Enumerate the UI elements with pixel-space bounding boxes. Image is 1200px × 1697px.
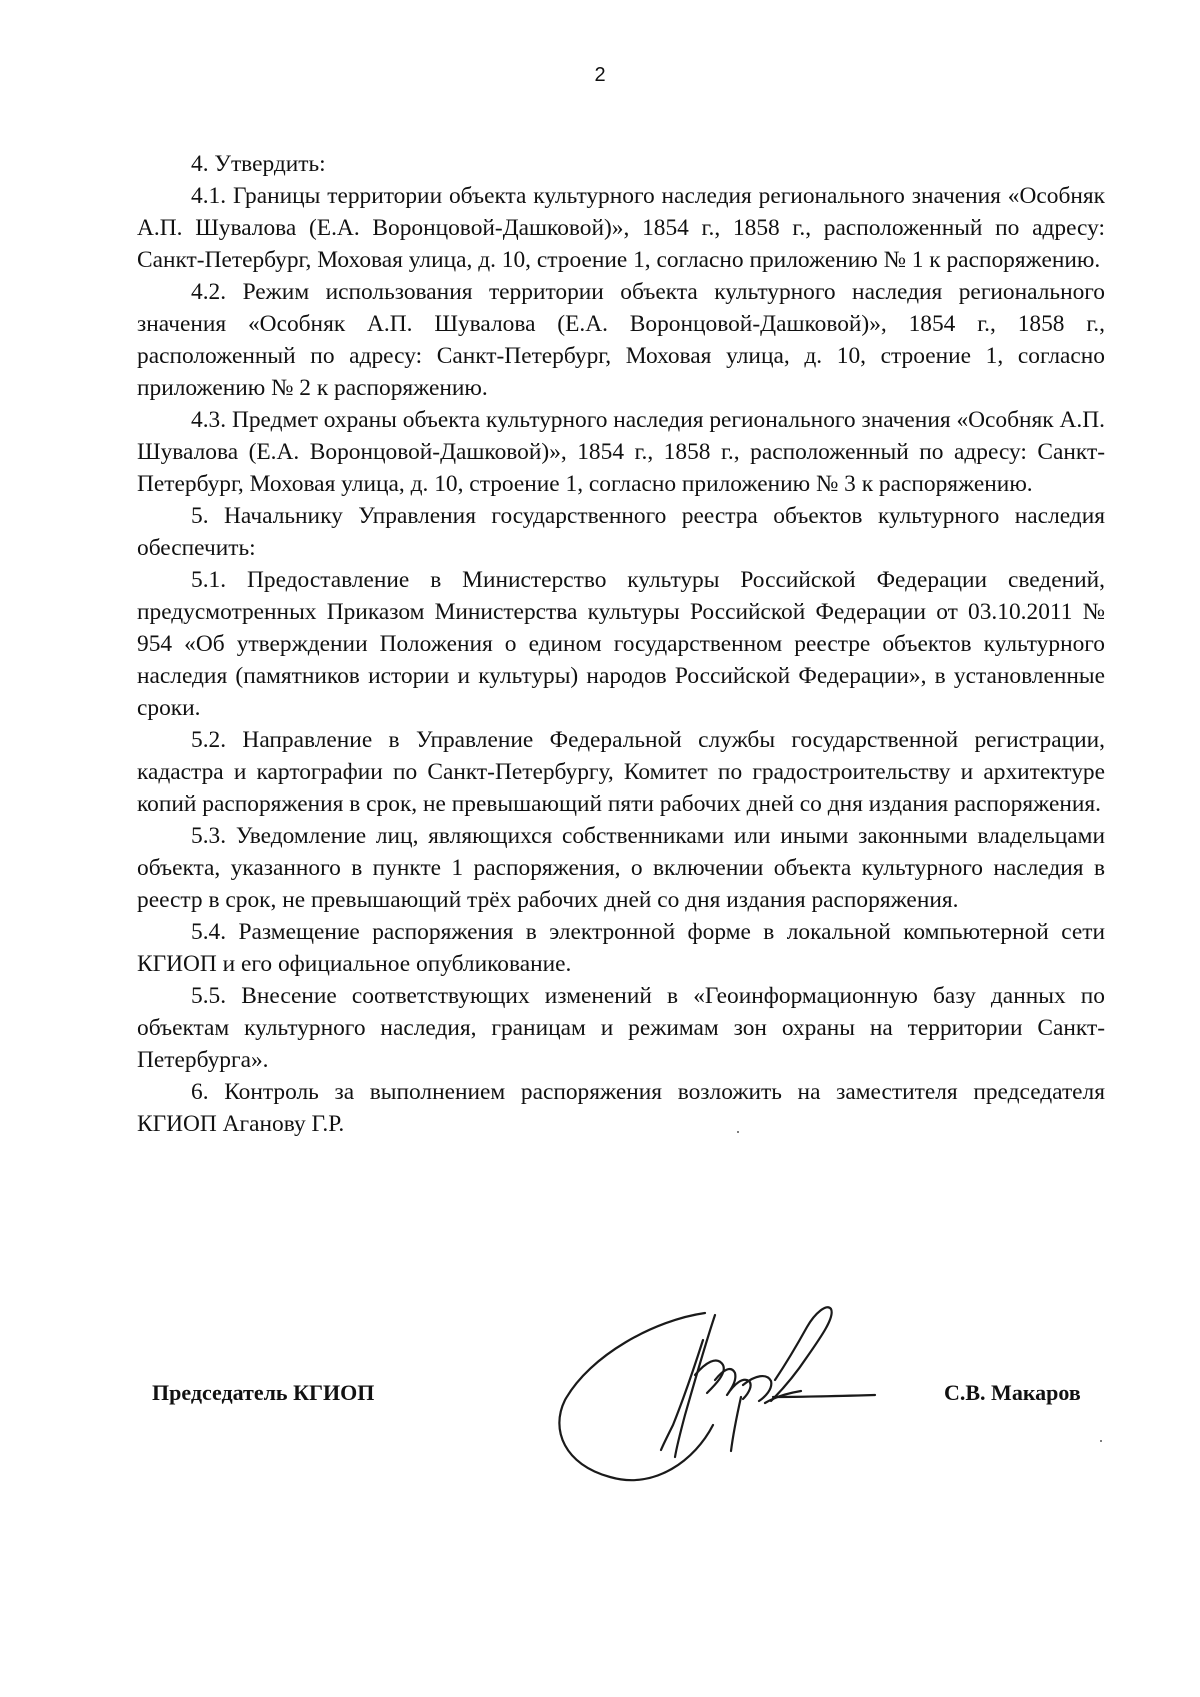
paragraph-4-2: 4.2. Режим использования территории объекта культурного наследия регионального значения «Особняк А.П. Шувалова (Е.А. Воронцовой-Дашковой)», 1854 г., 1858 г., расположенный по адресу: Санкт-Петербург, Моховая улица, д. 10, строение 1, согласно приложению № 2 к распоряжению. — [137, 279, 1105, 401]
paragraph-6: 6. Контроль за выполнением распоряжения возложить на заместителя председателя КГИОП Аганову Г.Р. — [137, 1079, 1105, 1137]
paragraph-4-3: 4.3. Предмет охраны объекта культурного наследия регионального значения «Особняк А.П. Шувалова (Е.А. Воронцовой-Дашковой)», 1854 г., 1858 г., расположенный по адресу: Санкт-Петербург, Моховая улица, д. 10, строение 1, согласно приложению № 3 к распоряжению. — [137, 407, 1105, 497]
paragraph-5-5: 5.5. Внесение соответствующих изменений в «Геоинформационную базу данных по объектам культурного наследия, границам и режимам зон охраны на территории Санкт-Петербурга». — [137, 983, 1105, 1073]
paragraph-5-1: 5.1. Предоставление в Министерство культуры Российской Федерации сведений, предусмотренных Приказом Министерства культуры Российской Федерации от 03.10.2011 № 954 «Об утверждении Положения о едином государственном реестре объектов культурного наследия (памятников истории и культуры) народов Российской Федерации», в установленные сроки. — [137, 567, 1105, 721]
signatory-name: С.В. Макаров — [944, 1380, 1081, 1405]
page-number: 2 — [594, 64, 606, 86]
paragraph-4-1: 4.1. Границы территории объекта культурного наследия регионального значения «Особняк А.П. Шувалова (Е.А. Воронцовой-Дашковой)», 1854 г., 1858 г., расположенный по адресу: Санкт-Петербург, Моховая улица, д. 10, строение 1, согласно приложению № 1 к распоряжению. — [137, 183, 1105, 273]
document-body — [137, 148, 1105, 1140]
scan-speck — [737, 1131, 739, 1133]
signature-row — [0, 1380, 1200, 1440]
paragraph-5-3: 5.3. Уведомление лиц, являющихся собственниками или иными законными владельцами объекта, указанного в пункте 1 распоряжения, о включении объекта культурного наследия в реестр в срок, не превышающий трёх рабочих дней со дня издания распоряжения. — [137, 823, 1105, 913]
paragraph-4: 4. Утвердить: — [191, 151, 326, 177]
paragraph-5-4: 5.4. Размещение распоряжения в электронной форме в локальной компьютерной сети КГИОП и его официальное опубликование. — [137, 919, 1105, 977]
paragraph-5-2: 5.2. Направление в Управление Федеральной службы государственной регистрации, кадастра и картографии по Санкт-Петербургу, Комитет по градостроительству и архитектуре копий распоряжения в срок, не превышающий пяти рабочих дней со дня издания распоряжения. — [137, 727, 1105, 817]
scan-speck — [1100, 1440, 1102, 1442]
paragraph-5: 5. Начальнику Управления государственного реестра объектов культурного наследия обеспечить: — [137, 503, 1105, 561]
signatory-title: Председатель КГИОП — [152, 1380, 375, 1405]
